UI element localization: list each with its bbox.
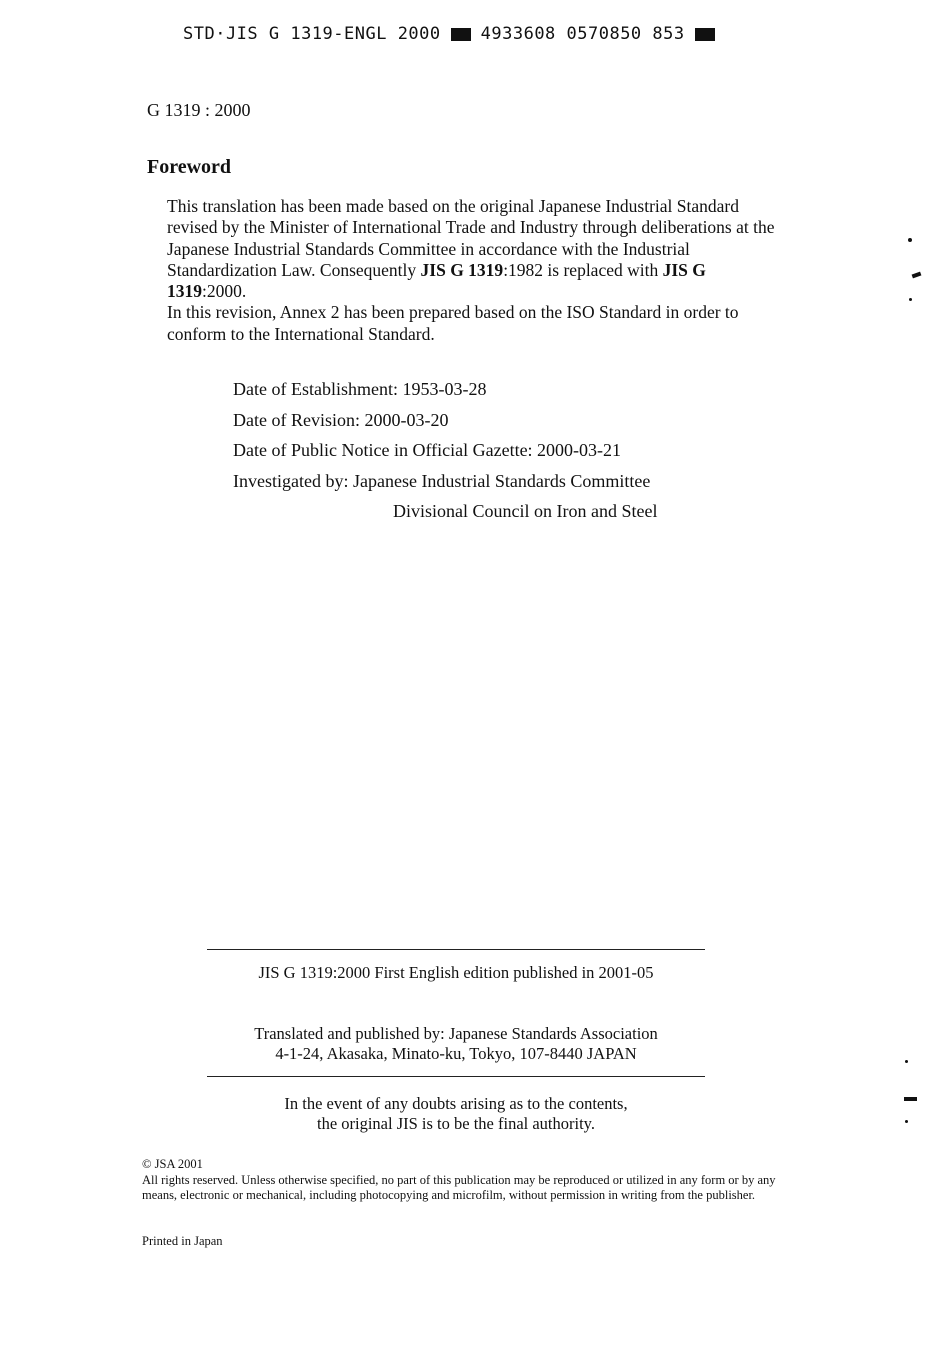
address-line: 4-1-24, Akasaka, Minato-ku, Tokyo, 107-8440 JAPAN: [275, 1044, 637, 1063]
scan-speck: [908, 238, 912, 242]
date-of-establishment: Date of Establishment: 1953-03-28: [233, 379, 487, 399]
revision-paragraph: In this revision, Annex 2 has been prepared based on the ISO Standard in order to conform to the International Standard.: [167, 302, 739, 344]
date-of-public-notice: Date of Public Notice in Official Gazette: 2000-03-21: [233, 440, 622, 460]
divisional-council: Divisional Council on Iron and Steel: [393, 501, 658, 521]
document-serial: 4933608 0570850 853: [480, 24, 685, 44]
old-year-text: :1982 is replaced with: [503, 259, 663, 280]
scan-speck: [905, 1060, 908, 1063]
dates-block: [233, 374, 657, 527]
authority-note: [207, 1094, 705, 1134]
authority-line: the original JIS is to be the final authority.: [316, 1114, 595, 1133]
standard-reference: JIS G 1319: [167, 259, 706, 302]
foreword-paragraph: [167, 196, 787, 302]
standard-reference: JIS G 1319: [420, 259, 504, 280]
foreword-body: [167, 196, 787, 345]
standard-number: G 1319 : 2000: [147, 100, 251, 120]
black-block-mark: [451, 28, 471, 41]
copyright-line: © JSA 2001: [142, 1157, 203, 1171]
scan-speck: [905, 1120, 908, 1123]
page-title: Foreword: [147, 156, 232, 178]
document-code: STD·JIS G 1319-ENGL 2000: [183, 24, 441, 44]
printed-in: Printed in Japan: [142, 1234, 223, 1248]
scan-speck: [909, 298, 912, 301]
divider-line: [207, 949, 705, 950]
authority-line: In the event of any doubts arising as to the contents,: [284, 1094, 628, 1113]
copyright-block: [142, 1157, 782, 1204]
black-block-mark: [695, 28, 715, 41]
scan-speck: [912, 272, 922, 279]
divider-line: [207, 1076, 705, 1077]
document-code-header: [183, 24, 715, 44]
edition-note: JIS G 1319:2000 First English edition published in 2001-05: [258, 963, 654, 982]
investigated-by: Investigated by: Japanese Industrial Standards Committee: [233, 470, 651, 491]
rights-statement: All rights reserved. Unless otherwise specified, no part of this publication may be reproduced or utilized in any form or by any means, electronic or mechanical, including photocopying and microfilm, without permission in writing from the publisher.: [142, 1172, 776, 1202]
publisher-block: [207, 1024, 705, 1064]
date-of-revision: Date of Revision: 2000-03-20: [233, 409, 449, 430]
new-year-text: :2000.: [202, 281, 247, 302]
publisher-line: Translated and published by: Japanese Standards Association: [254, 1024, 658, 1043]
scan-speck: [904, 1097, 917, 1101]
paragraph-text: This translation has been made based on the original Japanese Industrial Standard revised by the Minister of International Trade and Industry through deliberations at the Japanese Industrial Standards Committee in accordance with the Industrial Standardization Law. Consequently: [167, 196, 775, 280]
